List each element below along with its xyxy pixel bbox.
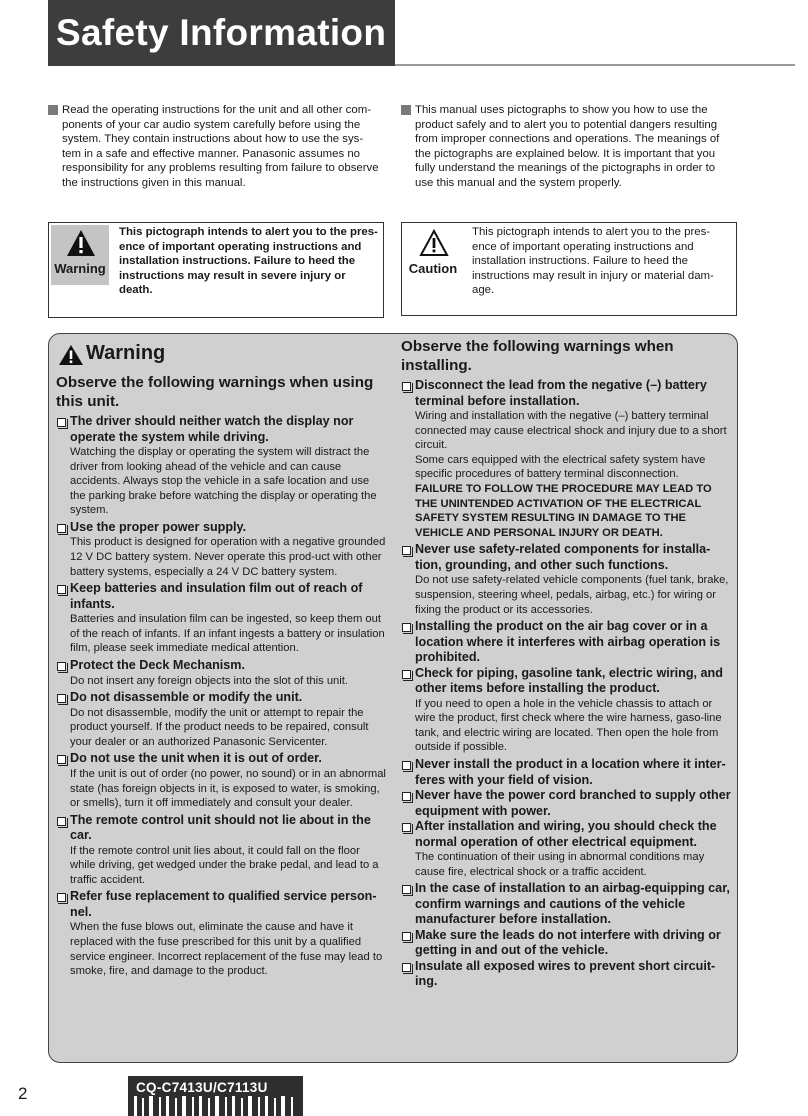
list-item — [56, 581, 386, 658]
item-heading: Never have the power cord branched to supply other equipment with power. — [415, 788, 731, 818]
checkbox-bullet-icon — [57, 893, 66, 902]
bullet-square-icon — [401, 105, 411, 115]
item-body: Wiring and installation with the negative (–) battery terminal connected may cause electrical shock and injury due to a short circuit. — [415, 410, 727, 452]
list-item — [401, 959, 733, 990]
item-heading: Never install the product in a location where it inter-feres with your field of vision. — [415, 757, 726, 787]
warning-icon-label: Warning — [54, 261, 106, 276]
title-rule — [395, 64, 795, 66]
list-item — [401, 881, 733, 928]
model-number-bar — [128, 1076, 303, 1116]
item-heading: Refer fuse replacement to qualified service person-nel. — [70, 889, 377, 919]
warning-pictograph-box — [48, 222, 384, 318]
item-body: Do not disassemble, modify the unit or attempt to repair the product yourself. If the product needs to be repaired, consult your dealer or an authorized Panasonic Servicenter. — [70, 706, 369, 748]
list-item — [401, 928, 733, 959]
caution-triangle-icon — [419, 229, 449, 257]
installing-heading: Observe the following warnings when installing. — [401, 338, 674, 374]
item-heading: Protect the Deck Mechanism. — [70, 658, 245, 673]
intro-right-text: This manual uses pictographs to show you how to use the product safely and to alert you to potential dangers resulting from improper connections and operations. The meanings of the pictographs are explained below. It is important that you fully understand the meanings of the pictographs in order to use this manual and the system properly. — [415, 104, 720, 189]
item-body: If the remote control unit lies about, it could fall on the floor while driving, get wedged under the brake pedal, and lead to a traffic accident. — [70, 844, 379, 886]
list-item — [56, 889, 386, 980]
list-item — [56, 813, 386, 890]
list-item — [401, 542, 733, 619]
checkbox-bullet-icon — [402, 963, 411, 972]
checkbox-bullet-icon — [402, 670, 411, 679]
checkbox-bullet-icon — [57, 694, 66, 703]
warning-icon-box — [51, 225, 109, 285]
list-item — [56, 520, 386, 581]
list-item — [401, 619, 733, 666]
list-item — [401, 819, 733, 881]
item-heading: The remote control unit should not lie about in the car. — [70, 812, 371, 843]
page-number: 2 — [18, 1084, 28, 1103]
list-item — [401, 757, 733, 788]
item-body: Batteries and insulation film can be ingested, so keep them out of the reach of infants. If an infant ingests a battery or insulation film, please seek immediate medical attention. — [70, 613, 385, 655]
list-item — [401, 788, 733, 819]
using-heading: Observe the following warnings when using this unit. — [56, 374, 374, 410]
checkbox-bullet-icon — [402, 792, 411, 801]
list-item — [401, 666, 733, 757]
list-item — [56, 414, 386, 520]
item-heading: Keep batteries and insulation film out of reach of infants. — [70, 581, 363, 611]
checkbox-bullet-icon — [402, 885, 411, 894]
checkbox-bullet-icon — [402, 761, 411, 770]
warning-pictograph-text: This pictograph intends to alert you to the pres-ence of important operating instructions and installation instructions. Failure to heed the instructions may result in severe injury or death. — [119, 226, 378, 297]
item-heading: Check for piping, gasoline tank, electric wiring, and other items before installing the product. — [415, 665, 723, 696]
item-heading: Insulate all exposed wires to prevent short circuit-ing. — [415, 958, 716, 989]
model-number: CQ-C7413U/C7113U — [136, 1080, 268, 1095]
checkbox-bullet-icon — [57, 524, 66, 533]
intro-left-text: Read the operating instructions for the unit and all other com-ponents of your car audio system carefully before using the system. They contain instructions about how to use the sys-tem in a safe and effective manner. Panasonic assumes no responsibility for any problems resulting from failure to observe the instructions given in this manual. — [62, 104, 379, 189]
checkbox-bullet-icon — [402, 382, 411, 391]
item-heading: Installing the product on the air bag cover or in a location where it interferes with airbag operation is prohibited. — [415, 619, 721, 665]
item-heading: Make sure the leads do not interfere with driving or getting in and out of the vehicle. — [415, 927, 721, 958]
item-bold-notice: FAILURE TO FOLLOW THE PROCEDURE MAY LEAD TO THE UNINTENDED ACTIVATION OF THE ELECTRICAL SAFETY SYSTEM RESULTING IN DAMAGE TO THE VEHICLE AND PERSONAL INJURY OR DEATH. — [415, 482, 712, 539]
item-heading: Do not disassemble or modify the unit. — [70, 690, 303, 705]
warning-heading-label: Warning — [86, 342, 166, 364]
bullet-square-icon — [48, 105, 58, 115]
item-body: When the fuse blows out, eliminate the cause and have it replaced with the fuse prescribed for this unit by a qualified service engineer. Incorrect replacement of the fuse may lead to smoke, fire, and damage to the product. — [70, 921, 383, 978]
checkbox-bullet-icon — [402, 932, 411, 941]
warning-triangle-icon — [58, 344, 84, 366]
checkbox-bullet-icon — [57, 585, 66, 594]
warning-triangle-icon — [66, 229, 96, 257]
checkbox-bullet-icon — [402, 623, 411, 632]
item-heading: The driver should neither watch the display nor operate the system while driving. — [70, 414, 354, 444]
checkbox-bullet-icon — [402, 546, 411, 555]
caution-pictograph-text: This pictograph intends to alert you to the pres-ence of important operating instructions and installation instructions. Failure to heed the instructions may result in injury or material dam-age. — [472, 226, 714, 297]
item-body: Do not use safety-related vehicle components (fuel tank, brake, suspension, steering wheel, pedals, airbag, etc.) for wiring or fixing the product or its accessories. — [415, 574, 729, 616]
page-title: Safety Information — [56, 12, 387, 53]
item-body: Do not insert any foreign objects into the slot of this unit. — [70, 674, 348, 687]
checkbox-bullet-icon — [57, 817, 66, 826]
item-heading: Disconnect the lead from the negative (–) battery terminal before installation. — [415, 378, 707, 408]
item-heading: Never use safety-related components for installa-tion, grounding, and other such functions. — [415, 542, 711, 572]
intro-right — [401, 103, 731, 191]
list-item — [401, 378, 733, 542]
checkbox-bullet-icon — [57, 662, 66, 671]
list-item — [56, 751, 386, 812]
intro-left — [48, 103, 380, 191]
item-body-continued: Some cars equipped with the electrical safety system have specific procedures of battery terminal disconnection. — [415, 453, 706, 481]
item-heading: Do not use the unit when it is out of order. — [70, 751, 322, 766]
item-heading: Use the proper power supply. — [70, 519, 247, 534]
list-item — [56, 658, 386, 690]
checkbox-bullet-icon — [57, 418, 66, 427]
item-heading: After installation and wiring, you should check the normal operation of other electrical equipment. — [415, 819, 717, 849]
checkbox-bullet-icon — [57, 755, 66, 764]
caution-icon-box — [404, 225, 462, 285]
list-item — [56, 690, 386, 751]
installing-warnings-column — [401, 337, 733, 990]
item-body: Watching the display or operating the system will distract the driver from looking ahead of the vehicle and can cause accidents. Always stop the vehicle in a safe location and use the parking brake before watching the display or operating the system. — [70, 446, 377, 517]
title-bar — [48, 0, 395, 66]
checkbox-bullet-icon — [402, 823, 411, 832]
item-body: The continuation of their using in abnormal conditions may cause fire, electrical shock or a traffic accident. — [415, 851, 705, 878]
item-heading: In the case of installation to an airbag-equipping car, confirm warnings and cautions of the vehicle manufacturer before installation. — [415, 881, 730, 927]
caution-icon-label: Caution — [408, 261, 458, 276]
item-body: This product is designed for operation with a negative grounded 12 V DC battery system. Never operate this prod-uct with other battery systems, especially a 24 V DC battery system. — [70, 536, 386, 578]
item-body: If you need to open a hole in the vehicle chassis to attach or wire the product, first check where the wire harness, gaso-line tank, and electric wiring are located. Then open the hole from outside if possible. — [415, 697, 722, 754]
using-warnings-column — [56, 373, 386, 981]
item-body: If the unit is out of order (no power, no sound) or in an abnormal state (has foreign objects in it, is exposed to water, is smoking, or smells), turn it off immediately and consult your dealer. — [70, 767, 386, 810]
caution-pictograph-box — [401, 222, 737, 316]
